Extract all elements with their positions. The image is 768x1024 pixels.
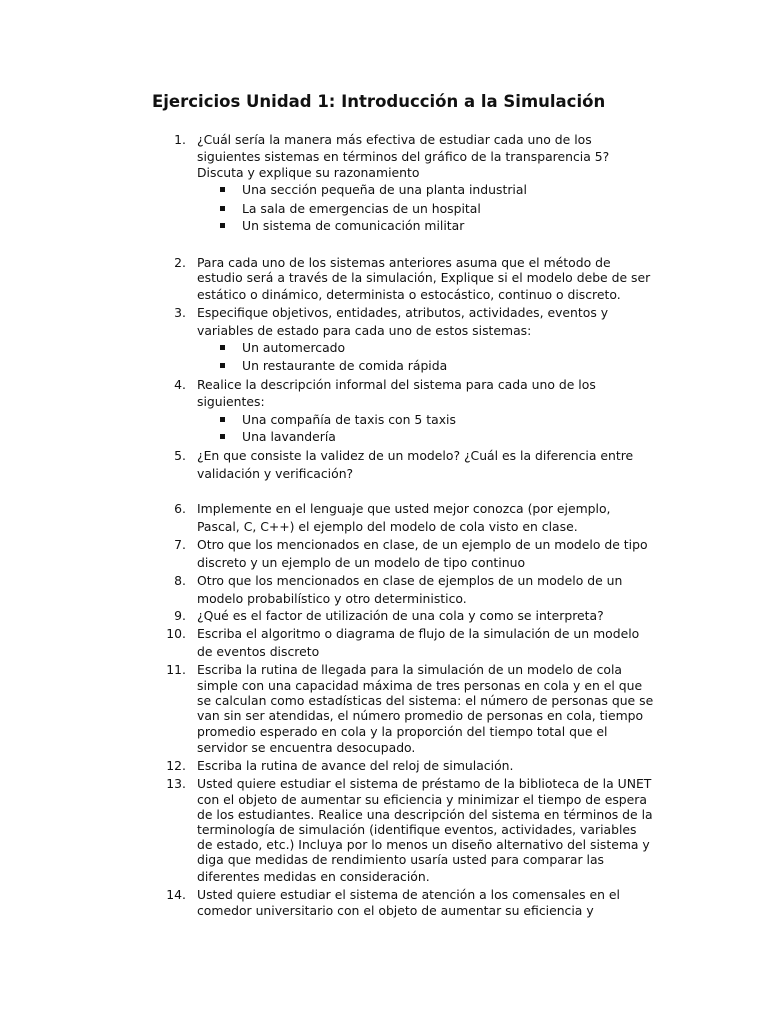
item-text-line: Discuta y explique su razonamiento bbox=[197, 165, 420, 180]
item-text-line: simple con una capacidad máxima de tres personas en cola y en el que bbox=[197, 678, 643, 693]
item-text-line: Otro que los mencionados en clase de ejemplos de un modelo de un bbox=[197, 573, 623, 588]
square-bullet-icon bbox=[220, 223, 225, 228]
square-bullet-icon bbox=[220, 434, 225, 439]
square-bullet-icon bbox=[220, 363, 225, 368]
document-title: Ejercicios Unidad 1: Introducción a la Simulación bbox=[152, 92, 606, 111]
item-text-line: ¿Cuál sería la manera más efectiva de estudiar cada uno de los bbox=[197, 132, 592, 147]
item-text-line: ¿En que consiste la validez de un modelo? ¿Cuál es la diferencia entre bbox=[197, 448, 634, 463]
item-number: 9. bbox=[174, 608, 186, 623]
item-number: 8. bbox=[174, 573, 186, 588]
item-text-line: servidor se encuentra desocupado. bbox=[197, 740, 416, 755]
square-bullet-icon bbox=[220, 187, 225, 192]
item-text-line: siguientes: bbox=[197, 394, 265, 409]
item-number: 1. bbox=[174, 132, 186, 147]
item-text-line: Implemente en el lenguaje que usted mejor conozca (por ejemplo, bbox=[197, 501, 611, 516]
bullet-item-text: Un sistema de comunicación militar bbox=[242, 218, 465, 233]
item-text-line: con el objeto de aumentar su eficiencia y minimizar el tiempo de espera bbox=[197, 792, 647, 807]
item-text-line: discreto y un ejemplo de un modelo de tipo continuo bbox=[197, 555, 526, 570]
item-text-line: variables de estado para cada uno de estos sistemas: bbox=[197, 323, 532, 338]
item-text-line: Pascal, C, C++) el ejemplo del modelo de cola visto en clase. bbox=[197, 519, 578, 534]
item-text-line: Usted quiere estudiar el sistema de atención a los comensales en el bbox=[197, 887, 620, 902]
item-text-line: estático o dinámico, determinista o estocástico, continuo o discreto. bbox=[197, 287, 621, 302]
item-text-line: Usted quiere estudiar el sistema de préstamo de la biblioteca de la UNET bbox=[197, 776, 652, 791]
bullet-item-text: La sala de emergencias de un hospital bbox=[242, 201, 481, 216]
item-text-line: Escriba la rutina de avance del reloj de simulación. bbox=[197, 758, 514, 773]
item-number: 10. bbox=[166, 626, 186, 641]
item-text-line: diferentes medidas en consideración. bbox=[197, 869, 430, 884]
item-number: 3. bbox=[174, 305, 186, 320]
item-number: 5. bbox=[174, 448, 186, 463]
bullet-item-text: Un automercado bbox=[242, 340, 346, 355]
item-text-line: Otro que los mencionados en clase, de un ejemplo de un modelo de tipo bbox=[197, 537, 648, 552]
square-bullet-icon bbox=[220, 417, 225, 422]
bullet-item-text: Una lavandería bbox=[242, 429, 336, 444]
item-text-line: van sin ser atendidas, el número promedio de personas en cola, tiempo bbox=[197, 708, 644, 723]
item-number: 4. bbox=[174, 377, 186, 392]
item-text-line: de los estudiantes. Realice una descripción del sistema en términos de la bbox=[197, 807, 653, 822]
item-text-line: siguientes sistemas en términos del gráfico de la transparencia 5? bbox=[197, 149, 610, 164]
item-text-line: Especifique objetivos, entidades, atributos, actividades, eventos y bbox=[197, 305, 609, 320]
item-number: 2. bbox=[174, 255, 186, 270]
item-number: 6. bbox=[174, 501, 186, 516]
item-text-line: Realice la descripción informal del sistema para cada uno de los bbox=[197, 377, 596, 392]
item-text-line: estudio será a través de la simulación, Explique si el modelo debe de ser bbox=[197, 270, 651, 285]
item-text-line: promedio esperado en cola y la proporción del tiempo total que el bbox=[197, 724, 608, 739]
item-text-line: Para cada uno de los sistemas anteriores asuma que el método de bbox=[197, 255, 611, 270]
bullet-item-text: Una compañía de taxis con 5 taxis bbox=[242, 412, 456, 427]
square-bullet-icon bbox=[220, 345, 225, 350]
item-text-line: diga que medidas de rendimiento usaría usted para comparar las bbox=[197, 852, 605, 867]
item-number: 7. bbox=[174, 537, 186, 552]
item-text-line: validación y verificación? bbox=[197, 466, 354, 481]
item-number: 13. bbox=[166, 776, 186, 791]
item-number: 12. bbox=[166, 758, 186, 773]
item-text-line: modelo probabilístico y otro deterministico. bbox=[197, 591, 467, 606]
item-number: 14. bbox=[166, 887, 186, 902]
item-text-line: comedor universitario con el objeto de aumentar su eficiencia y bbox=[197, 903, 594, 918]
item-text-line: ¿Qué es el factor de utilización de una cola y como se interpreta? bbox=[197, 608, 604, 623]
item-text-line: Escriba la rutina de llegada para la simulación de un modelo de cola bbox=[197, 662, 622, 677]
item-text-line: terminología de simulación (identifique eventos, actividades, variables bbox=[197, 822, 637, 837]
square-bullet-icon bbox=[220, 206, 225, 211]
item-text-line: de eventos discreto bbox=[197, 644, 320, 659]
bullet-item-text: Una sección pequeña de una planta industrial bbox=[242, 182, 527, 197]
bullet-item-text: Un restaurante de comida rápida bbox=[242, 358, 448, 373]
item-text-line: se calculan como estadísticas del sistema: el número de personas que se bbox=[197, 693, 654, 708]
item-text-line: de estado, etc.) Incluya por lo menos un diseño alternativo del sistema y bbox=[197, 837, 650, 852]
item-number: 11. bbox=[166, 662, 186, 677]
item-text-line: Escriba el algoritmo o diagrama de flujo de la simulación de un modelo bbox=[197, 626, 640, 641]
